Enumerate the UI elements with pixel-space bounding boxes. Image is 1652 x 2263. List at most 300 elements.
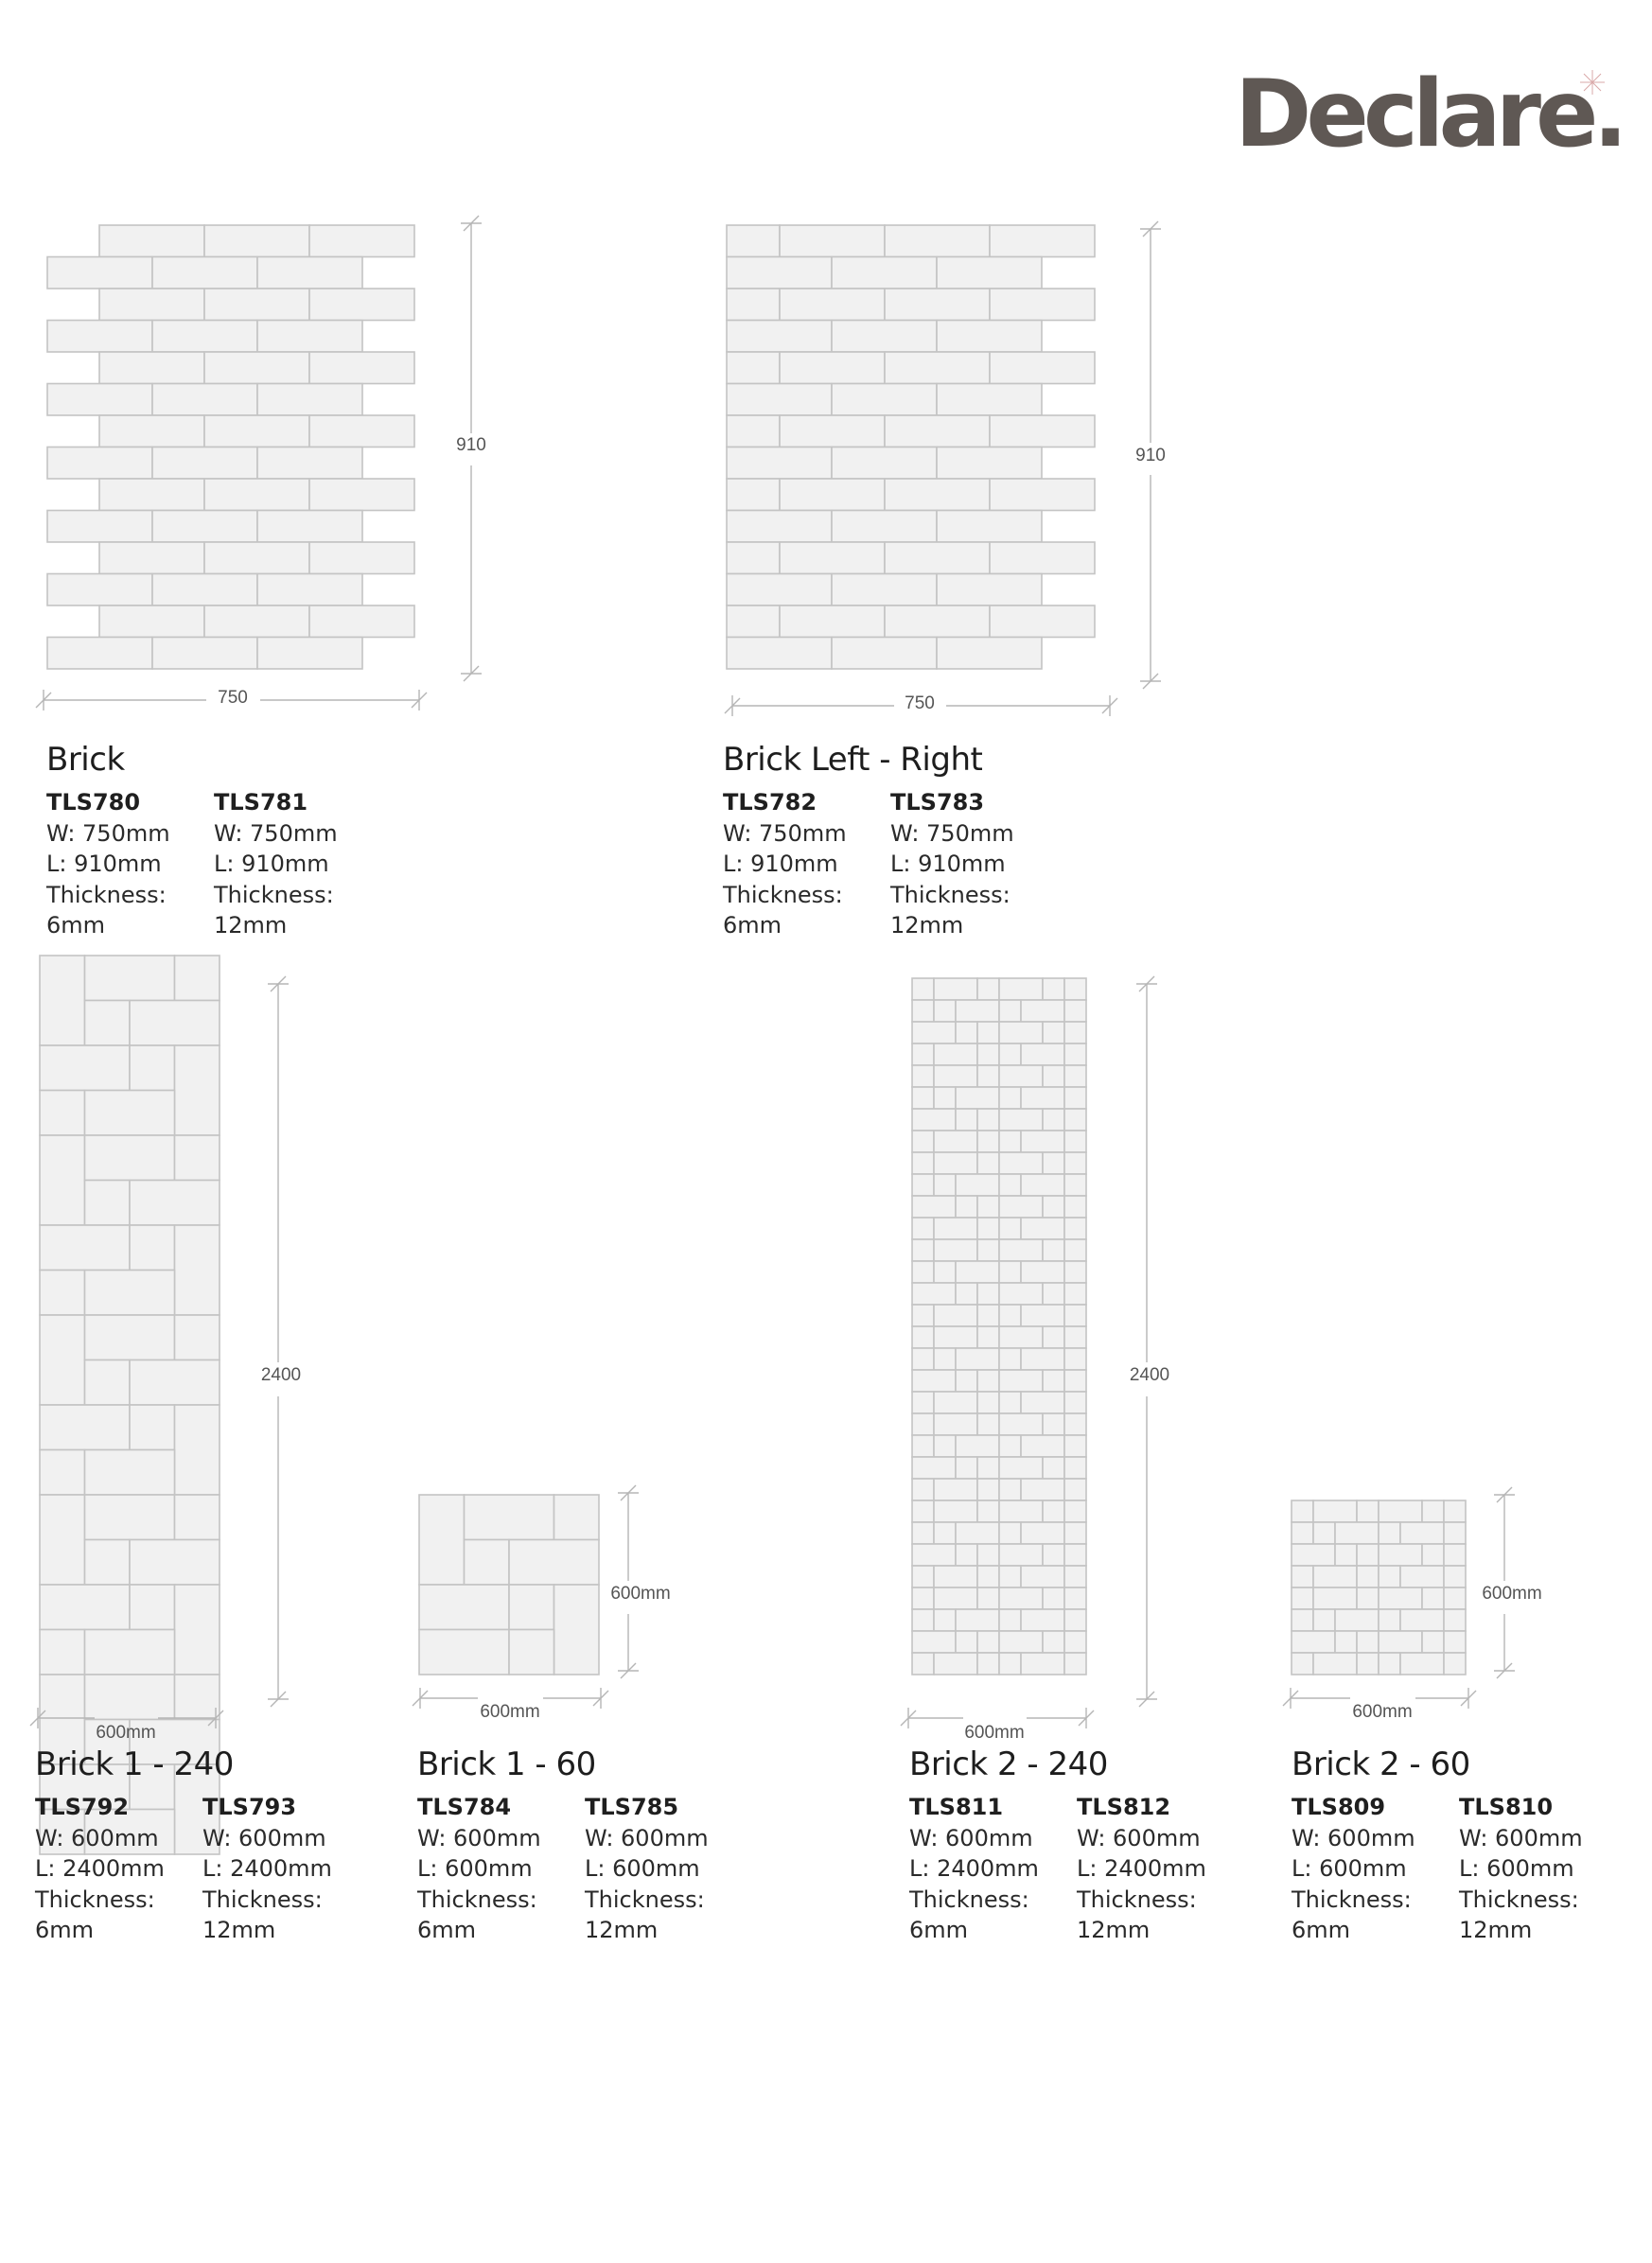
tile bbox=[832, 511, 937, 543]
spec-length: L: 910mm bbox=[214, 851, 329, 877]
tile bbox=[419, 1630, 509, 1675]
tile bbox=[1064, 1000, 1086, 1022]
tile bbox=[727, 289, 780, 321]
tile bbox=[509, 1630, 554, 1675]
tile bbox=[204, 289, 309, 321]
tile bbox=[309, 415, 414, 447]
tile bbox=[99, 479, 204, 511]
tile bbox=[990, 352, 1095, 384]
tile bbox=[885, 289, 990, 321]
variant-spec bbox=[1459, 1792, 1601, 1946]
product-code: TLS782 bbox=[723, 789, 817, 816]
tile bbox=[257, 384, 362, 416]
tile bbox=[912, 1392, 934, 1413]
tile bbox=[977, 1588, 999, 1609]
tile bbox=[727, 638, 832, 670]
product-code: TLS784 bbox=[417, 1794, 512, 1820]
tile bbox=[999, 1044, 1021, 1065]
tile bbox=[885, 479, 990, 511]
tile bbox=[1292, 1544, 1335, 1566]
tile bbox=[956, 1087, 999, 1109]
tile bbox=[85, 1450, 175, 1496]
tile bbox=[977, 1065, 999, 1087]
tile bbox=[1064, 1305, 1086, 1326]
tile bbox=[1335, 1609, 1379, 1631]
tile bbox=[977, 1392, 999, 1413]
tile bbox=[1064, 1044, 1086, 1065]
spec-thickness-label: Thickness: bbox=[46, 881, 167, 908]
tile bbox=[1444, 1544, 1466, 1566]
tile bbox=[977, 1457, 999, 1479]
tile bbox=[1379, 1631, 1422, 1653]
tile bbox=[999, 1239, 1043, 1261]
tile bbox=[1064, 1544, 1086, 1566]
tile bbox=[934, 1305, 977, 1326]
spec-length: L: 600mm bbox=[585, 1855, 700, 1882]
drawing-brick-1-60 bbox=[419, 1495, 599, 1675]
tile bbox=[40, 1585, 130, 1630]
tile bbox=[1064, 1283, 1086, 1305]
tile bbox=[175, 1675, 220, 1720]
spec-length: L: 600mm bbox=[1459, 1855, 1574, 1882]
tile bbox=[1043, 1152, 1064, 1174]
dim-height-b1-240: 2400 bbox=[260, 1365, 302, 1385]
tile bbox=[1064, 1065, 1086, 1087]
tile bbox=[85, 1135, 175, 1181]
variant-spec bbox=[909, 1792, 1077, 1946]
tile bbox=[152, 511, 257, 543]
spec-thickness-value: 6mm bbox=[723, 912, 782, 939]
tile bbox=[956, 1457, 977, 1479]
tile bbox=[1064, 1653, 1086, 1675]
tile bbox=[1357, 1588, 1379, 1609]
tile bbox=[1064, 1022, 1086, 1044]
tile bbox=[999, 1174, 1021, 1196]
variant-spec bbox=[417, 1792, 585, 1946]
spec-width: W: 600mm bbox=[35, 1824, 159, 1851]
tile bbox=[1021, 1261, 1064, 1283]
drawing-brick-2-240 bbox=[912, 978, 1086, 1675]
tile bbox=[934, 1435, 956, 1457]
tile bbox=[999, 1588, 1043, 1609]
tile bbox=[509, 1585, 554, 1630]
tile bbox=[912, 1413, 934, 1435]
tile bbox=[934, 1348, 956, 1370]
product-brick-1-60 bbox=[417, 1745, 752, 1946]
tile bbox=[130, 1540, 220, 1586]
dim-width-b1-240: 600mm bbox=[96, 1723, 156, 1743]
tile bbox=[934, 1609, 956, 1631]
tile bbox=[1043, 1283, 1064, 1305]
tile bbox=[912, 1435, 934, 1457]
tile bbox=[40, 1315, 85, 1405]
spec-thickness-label: Thickness: bbox=[1077, 1886, 1197, 1913]
spec-thickness-value: 12mm bbox=[890, 912, 964, 939]
tile bbox=[934, 1588, 977, 1609]
dim-height-b2-240: 2400 bbox=[1129, 1365, 1170, 1385]
tile bbox=[956, 1000, 999, 1022]
tile bbox=[257, 638, 362, 670]
tile bbox=[1444, 1500, 1466, 1522]
product-code: TLS810 bbox=[1459, 1794, 1554, 1820]
tile bbox=[1043, 1588, 1064, 1609]
dim-width-b2-240: 600mm bbox=[964, 1723, 1025, 1743]
tile bbox=[1444, 1522, 1466, 1544]
tile bbox=[152, 384, 257, 416]
tile bbox=[956, 1196, 977, 1218]
tile bbox=[1064, 1479, 1086, 1500]
tile bbox=[1064, 1131, 1086, 1152]
tile bbox=[885, 415, 990, 447]
tile bbox=[47, 447, 152, 480]
tile bbox=[727, 257, 832, 289]
tile bbox=[912, 1044, 934, 1065]
tile bbox=[99, 605, 204, 638]
tile bbox=[999, 978, 1043, 1000]
tile bbox=[990, 415, 1095, 447]
tile bbox=[1043, 1239, 1064, 1261]
tile bbox=[912, 1152, 934, 1174]
tile bbox=[832, 447, 937, 480]
tile bbox=[934, 978, 977, 1000]
tile bbox=[934, 1479, 977, 1500]
tile bbox=[130, 1001, 220, 1046]
tile bbox=[727, 321, 832, 353]
tile bbox=[934, 1653, 977, 1675]
tile bbox=[912, 1131, 934, 1152]
tile bbox=[257, 321, 362, 353]
tile bbox=[937, 384, 1042, 416]
tile bbox=[1043, 1457, 1064, 1479]
tile bbox=[912, 1000, 934, 1022]
tile bbox=[1064, 978, 1086, 1000]
spec-thickness-label: Thickness: bbox=[585, 1886, 705, 1913]
tile bbox=[85, 1271, 175, 1316]
tile bbox=[977, 1631, 999, 1653]
tile bbox=[999, 1413, 1043, 1435]
tile bbox=[934, 1261, 956, 1283]
tile bbox=[85, 1315, 175, 1360]
tile bbox=[912, 1196, 956, 1218]
tile bbox=[956, 1022, 977, 1044]
tile bbox=[990, 542, 1095, 574]
tile bbox=[977, 1239, 999, 1261]
spec-width: W: 750mm bbox=[890, 819, 1014, 847]
spec-thickness-label: Thickness: bbox=[890, 881, 1011, 908]
tile bbox=[780, 415, 885, 447]
tile bbox=[1357, 1631, 1379, 1653]
tile bbox=[727, 542, 780, 574]
tile bbox=[934, 1566, 977, 1588]
tile bbox=[1064, 1370, 1086, 1392]
tile bbox=[1422, 1631, 1444, 1653]
spec-thickness-value: 6mm bbox=[1292, 1917, 1351, 1943]
tile bbox=[204, 352, 309, 384]
tile bbox=[1043, 978, 1064, 1000]
tile bbox=[912, 1261, 934, 1283]
tile bbox=[1064, 1196, 1086, 1218]
product-title: Brick 1 - 60 bbox=[417, 1745, 596, 1783]
tile bbox=[727, 225, 780, 257]
variant-spec bbox=[46, 787, 214, 941]
tile bbox=[977, 1653, 999, 1675]
spec-length: L: 2400mm bbox=[202, 1855, 332, 1882]
tile bbox=[204, 225, 309, 257]
tile bbox=[465, 1495, 554, 1540]
tile bbox=[1043, 1544, 1064, 1566]
tile bbox=[999, 1065, 1043, 1087]
tile bbox=[977, 1218, 999, 1239]
tile bbox=[999, 1283, 1043, 1305]
tile bbox=[977, 1109, 999, 1131]
tile bbox=[1335, 1544, 1357, 1566]
tile bbox=[1064, 1239, 1086, 1261]
spec-width: W: 600mm bbox=[1459, 1824, 1583, 1851]
tile bbox=[912, 1174, 934, 1196]
product-code: TLS809 bbox=[1292, 1794, 1386, 1820]
tile bbox=[47, 511, 152, 543]
dim-width-b1-60: 600mm bbox=[480, 1702, 540, 1722]
tile bbox=[99, 289, 204, 321]
tile bbox=[956, 1283, 977, 1305]
tile bbox=[85, 1675, 175, 1720]
variant-spec bbox=[723, 787, 890, 941]
tile bbox=[990, 225, 1095, 257]
tile bbox=[40, 1630, 85, 1675]
tile bbox=[934, 1392, 977, 1413]
spec-length: L: 910mm bbox=[723, 851, 838, 877]
tile bbox=[934, 1152, 977, 1174]
tile bbox=[1064, 1152, 1086, 1174]
tile bbox=[912, 1370, 956, 1392]
tile bbox=[130, 1360, 220, 1406]
tile bbox=[1444, 1566, 1466, 1588]
tile bbox=[1021, 1435, 1064, 1457]
tile bbox=[1313, 1588, 1357, 1609]
tile bbox=[999, 1305, 1021, 1326]
tile bbox=[990, 479, 1095, 511]
tile bbox=[912, 1305, 934, 1326]
tile bbox=[832, 384, 937, 416]
tile bbox=[40, 1135, 85, 1225]
tile bbox=[956, 1174, 999, 1196]
product-brick-2-60 bbox=[1292, 1745, 1601, 1946]
tile bbox=[1043, 1413, 1064, 1435]
tile bbox=[912, 1588, 934, 1609]
tile bbox=[1064, 1631, 1086, 1653]
tile bbox=[999, 1109, 1043, 1131]
spec-thickness-value: 6mm bbox=[46, 912, 106, 939]
spec-length: L: 2400mm bbox=[35, 1855, 165, 1882]
tile bbox=[999, 1196, 1043, 1218]
tile bbox=[1422, 1588, 1444, 1609]
tile bbox=[1313, 1500, 1357, 1522]
tile bbox=[175, 1585, 220, 1675]
tile bbox=[554, 1495, 600, 1540]
variant-spec bbox=[1292, 1792, 1459, 1946]
spec-width: W: 750mm bbox=[46, 819, 170, 847]
tile bbox=[934, 1000, 956, 1022]
tile bbox=[47, 638, 152, 670]
tile bbox=[977, 1326, 999, 1348]
tile bbox=[257, 257, 362, 289]
product-code: TLS793 bbox=[202, 1794, 297, 1820]
tile bbox=[175, 956, 220, 1001]
tile bbox=[912, 1609, 934, 1631]
tile bbox=[780, 289, 885, 321]
tile bbox=[47, 574, 152, 606]
tile bbox=[1064, 1392, 1086, 1413]
tile bbox=[912, 1326, 934, 1348]
tile bbox=[554, 1585, 600, 1675]
dim-width-brick: 750 bbox=[218, 688, 248, 708]
tile bbox=[934, 1065, 977, 1087]
tile bbox=[1064, 1609, 1086, 1631]
tile bbox=[1021, 1174, 1064, 1196]
spec-width: W: 600mm bbox=[585, 1824, 709, 1851]
tile bbox=[977, 1152, 999, 1174]
tile bbox=[1379, 1522, 1400, 1544]
tile bbox=[1292, 1566, 1313, 1588]
tile bbox=[832, 574, 937, 606]
tile bbox=[885, 225, 990, 257]
tile bbox=[999, 1479, 1021, 1500]
tile bbox=[85, 1540, 131, 1586]
tile bbox=[309, 542, 414, 574]
tile bbox=[999, 1522, 1021, 1544]
tile bbox=[832, 257, 937, 289]
tile bbox=[204, 479, 309, 511]
spec-width: W: 750mm bbox=[723, 819, 847, 847]
spec-length: L: 2400mm bbox=[1077, 1855, 1206, 1882]
drawing-brick-left-right bbox=[727, 225, 1095, 669]
tile bbox=[912, 1239, 934, 1261]
tile bbox=[99, 415, 204, 447]
spec-thickness-value: 12mm bbox=[1077, 1917, 1151, 1943]
tile bbox=[1292, 1653, 1313, 1675]
tile bbox=[40, 1495, 85, 1585]
tile bbox=[47, 384, 152, 416]
tile bbox=[130, 1045, 175, 1091]
tile bbox=[85, 956, 175, 1001]
tile bbox=[1064, 1457, 1086, 1479]
tile bbox=[175, 1405, 220, 1495]
product-code: TLS780 bbox=[46, 789, 141, 816]
tile bbox=[780, 479, 885, 511]
brand-dot: . bbox=[1592, 61, 1623, 168]
tile bbox=[912, 1479, 934, 1500]
brand-name: Declare bbox=[1235, 61, 1593, 168]
tile bbox=[912, 1065, 934, 1087]
tile bbox=[1021, 1218, 1064, 1239]
tile bbox=[990, 289, 1095, 321]
tile bbox=[999, 1500, 1043, 1522]
spec-thickness-label: Thickness: bbox=[723, 881, 843, 908]
tile bbox=[999, 1653, 1021, 1675]
tile bbox=[1021, 1000, 1064, 1022]
product-brick-left-right bbox=[723, 741, 1058, 941]
tile bbox=[1064, 1522, 1086, 1544]
spec-thickness-label: Thickness: bbox=[909, 1886, 1029, 1913]
tile bbox=[934, 1239, 977, 1261]
spec-thickness-value: 12mm bbox=[214, 912, 288, 939]
tile bbox=[257, 447, 362, 480]
tile bbox=[727, 574, 832, 606]
tile bbox=[1335, 1522, 1379, 1544]
dim-height-brick: 910 bbox=[456, 435, 486, 455]
tile bbox=[1357, 1653, 1379, 1675]
tile bbox=[780, 542, 885, 574]
tile bbox=[1021, 1087, 1064, 1109]
tile bbox=[912, 1500, 934, 1522]
spec-length: L: 910mm bbox=[46, 851, 162, 877]
tile bbox=[977, 1044, 999, 1065]
tile bbox=[40, 956, 85, 1045]
tile bbox=[1043, 1500, 1064, 1522]
drawing-brick-1-240 bbox=[40, 956, 220, 1854]
tile bbox=[1064, 1218, 1086, 1239]
tile bbox=[1021, 1044, 1064, 1065]
tile bbox=[937, 321, 1042, 353]
tile bbox=[912, 1653, 934, 1675]
tile bbox=[780, 352, 885, 384]
tile bbox=[1021, 1131, 1064, 1152]
tile bbox=[309, 479, 414, 511]
product-code: TLS792 bbox=[35, 1794, 130, 1820]
tile bbox=[912, 1522, 934, 1544]
tile bbox=[990, 605, 1095, 638]
tile bbox=[999, 1261, 1021, 1283]
tile bbox=[912, 1544, 956, 1566]
tile bbox=[934, 1087, 956, 1109]
tile bbox=[152, 447, 257, 480]
tile bbox=[1292, 1609, 1313, 1631]
tile bbox=[977, 1196, 999, 1218]
dim-height-b1-60: 600mm bbox=[610, 1584, 671, 1604]
variant-spec bbox=[35, 1792, 202, 1946]
spec-thickness-value: 12mm bbox=[585, 1917, 659, 1943]
tile bbox=[977, 1566, 999, 1588]
tile bbox=[1292, 1631, 1335, 1653]
tile bbox=[977, 1283, 999, 1305]
spec-length: L: 600mm bbox=[417, 1855, 533, 1882]
tile bbox=[912, 1348, 934, 1370]
tile bbox=[999, 1087, 1021, 1109]
product-title: Brick 2 - 60 bbox=[1292, 1745, 1470, 1783]
tile bbox=[257, 574, 362, 606]
spec-thickness-label: Thickness: bbox=[1459, 1886, 1579, 1913]
tile bbox=[912, 1283, 956, 1305]
tile bbox=[727, 511, 832, 543]
product-code: TLS785 bbox=[585, 1794, 679, 1820]
tile bbox=[727, 479, 780, 511]
drawing-brick bbox=[47, 225, 414, 669]
tile bbox=[937, 638, 1042, 670]
tile bbox=[204, 605, 309, 638]
tile bbox=[1043, 1326, 1064, 1348]
tile bbox=[977, 1022, 999, 1044]
product-brick-1-240 bbox=[35, 1745, 370, 1946]
tile bbox=[1043, 1065, 1064, 1087]
tile bbox=[1444, 1653, 1466, 1675]
tile bbox=[934, 1174, 956, 1196]
tile bbox=[1021, 1653, 1064, 1675]
spec-length: L: 2400mm bbox=[909, 1855, 1039, 1882]
product-brick bbox=[46, 741, 381, 941]
product-code: TLS812 bbox=[1077, 1794, 1171, 1820]
spec-width: W: 600mm bbox=[1077, 1824, 1201, 1851]
tile bbox=[727, 447, 832, 480]
